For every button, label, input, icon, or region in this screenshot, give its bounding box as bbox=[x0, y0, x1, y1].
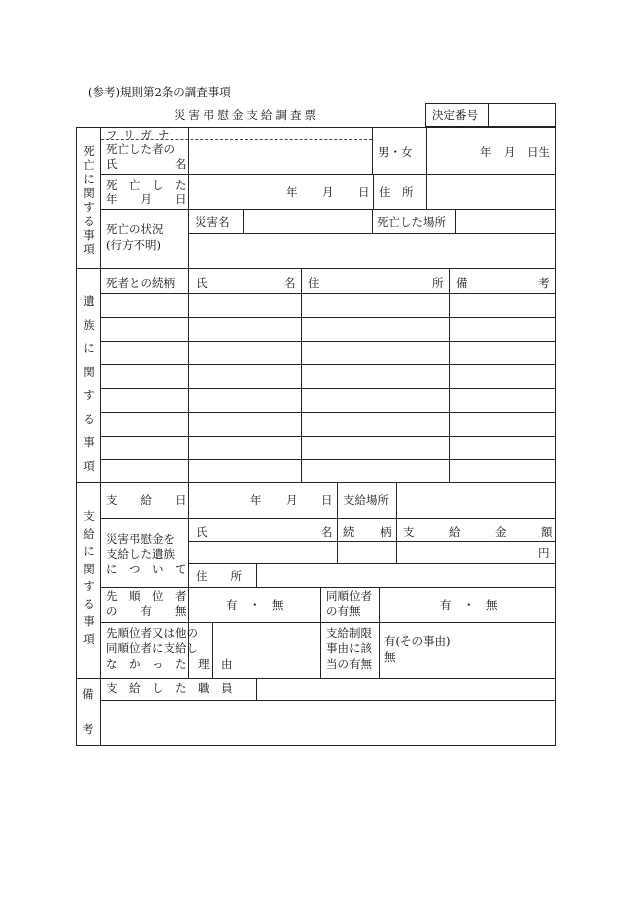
form-title: 災害弔慰金支給調査票 bbox=[174, 108, 319, 122]
restriction-label-3: 当の有無 bbox=[326, 657, 372, 671]
disaster-name-divider bbox=[243, 209, 244, 233]
death-place-left-line bbox=[372, 209, 373, 233]
furigana-label: フリガナ bbox=[106, 128, 176, 142]
yen-unit: 円 bbox=[538, 546, 550, 560]
paid-family-name-field[interactable] bbox=[190, 543, 335, 562]
payment-section-top-line bbox=[76, 482, 556, 483]
death-date-day: 日 bbox=[358, 185, 370, 199]
deceased-name-label-2: 氏 名 bbox=[106, 157, 187, 171]
family-header-relationship: 死者との続柄 bbox=[106, 276, 175, 290]
restriction-label-2: 事由に該 bbox=[326, 641, 372, 655]
payment-row-line-5 bbox=[100, 622, 556, 623]
staff-label: 支 給 し た 職 員 bbox=[106, 681, 233, 695]
paid-address-divider bbox=[256, 563, 257, 587]
same-rank-left-line bbox=[320, 587, 321, 622]
staff-field[interactable] bbox=[258, 680, 554, 698]
payment-date-day: 日 bbox=[321, 493, 333, 507]
payment-row-line-3 bbox=[188, 563, 556, 564]
family-section-label: 遺族に関する事項 bbox=[83, 294, 95, 473]
family-section-top-line bbox=[76, 268, 556, 269]
same-rank-value[interactable]: 有 ・ 無 bbox=[440, 598, 498, 612]
same-rank-label-1: 同順位者 bbox=[326, 589, 372, 603]
gender-left-line bbox=[372, 127, 373, 174]
family-header-name-2: 名 bbox=[284, 276, 296, 290]
death-place-label: 死亡した場所 bbox=[377, 215, 446, 229]
death-row-line-1 bbox=[100, 174, 556, 175]
death-address-label: 住 所 bbox=[379, 185, 414, 199]
same-rank-label-2: の有無 bbox=[326, 604, 361, 618]
furigana-dashed-line bbox=[101, 139, 372, 140]
reason-field[interactable] bbox=[214, 624, 318, 676]
reason-label-1: 先順位者又は他の bbox=[106, 626, 198, 640]
family-paid-label-2: 支給した遺族 bbox=[106, 547, 175, 561]
gender-option[interactable]: 男・女 bbox=[378, 145, 413, 159]
amount-label: 支 給 金 額 bbox=[403, 525, 553, 539]
reason-label-3: な か っ た 理 由 bbox=[106, 657, 233, 671]
restriction-right-line bbox=[379, 622, 380, 678]
family-header-address-2: 所 bbox=[432, 276, 444, 290]
payment-section-label: 支給に関する事項 bbox=[83, 509, 95, 646]
paid-family-address-field[interactable] bbox=[258, 565, 554, 585]
remarks-field[interactable] bbox=[102, 702, 554, 744]
circumstances-label-2: (行方不明) bbox=[106, 238, 161, 252]
staff-divider bbox=[256, 678, 257, 700]
furigana-field[interactable] bbox=[190, 128, 370, 139]
birth-day-suffix: 日生 bbox=[527, 145, 550, 159]
family-header-address-1: 住 bbox=[308, 276, 320, 290]
remarks-section-top-line bbox=[76, 678, 556, 679]
note-title: (参考)規則第2条の調査事項 bbox=[88, 85, 231, 99]
birth-month: 月 bbox=[504, 145, 516, 159]
death-label-column-line bbox=[188, 127, 189, 268]
death-row-line-3 bbox=[188, 233, 556, 234]
payment-place-right-line bbox=[396, 482, 397, 518]
death-section-label: 死亡に関する事項 bbox=[83, 144, 95, 256]
paid-family-relation-1: 続 bbox=[343, 525, 355, 539]
payment-date-year: 年 bbox=[250, 493, 262, 507]
payment-place-label: 支給場所 bbox=[343, 493, 389, 507]
deceased-name-label-1: 死亡した者の bbox=[106, 142, 175, 156]
family-table-body[interactable] bbox=[101, 294, 555, 481]
remarks-vertical-label-1: 備 bbox=[82, 687, 94, 701]
disaster-name-field[interactable] bbox=[245, 211, 370, 231]
family-paid-label-3: に つ い て bbox=[106, 562, 187, 576]
paid-family-name-2: 名 bbox=[321, 525, 333, 539]
payment-place-left-line bbox=[337, 482, 338, 518]
priority-value[interactable]: 有 ・ 無 bbox=[226, 598, 284, 612]
circumstances-field[interactable] bbox=[190, 235, 554, 267]
disaster-name-label: 災害名 bbox=[195, 215, 230, 229]
death-address-field[interactable] bbox=[428, 176, 554, 208]
circumstances-label-1: 死亡の状況 bbox=[106, 222, 164, 236]
priority-label-1: 先 順 位 者 bbox=[106, 589, 187, 603]
gender-right-line bbox=[426, 127, 427, 174]
remarks-row-line bbox=[100, 700, 556, 701]
death-date-label-2: 年 月 日 bbox=[106, 192, 187, 206]
priority-label-2: の 有 無 bbox=[106, 604, 187, 618]
birth-year: 年 bbox=[480, 145, 492, 159]
death-date-label-1: 死 亡 し た bbox=[106, 178, 187, 192]
amount-field[interactable] bbox=[398, 543, 528, 562]
family-header-remarks-2: 考 bbox=[538, 276, 550, 290]
death-place-field[interactable] bbox=[457, 211, 554, 231]
paid-family-name-1: 氏 bbox=[196, 525, 208, 539]
address-left-line bbox=[373, 174, 374, 209]
family-paid-label-1: 災害弔慰金を bbox=[106, 532, 175, 546]
restriction-value-1[interactable]: 有(その事由) bbox=[384, 634, 451, 648]
payment-place-field[interactable] bbox=[398, 484, 554, 516]
death-date-month: 月 bbox=[322, 185, 334, 199]
death-row-line-2 bbox=[100, 209, 556, 210]
death-date-year: 年 bbox=[286, 185, 298, 199]
paid-family-relation-2: 柄 bbox=[380, 525, 392, 539]
restriction-label-1: 支給制限 bbox=[326, 626, 372, 640]
same-rank-right-line bbox=[379, 587, 380, 622]
restriction-value-2[interactable]: 無 bbox=[384, 650, 396, 664]
payment-date-month: 月 bbox=[286, 493, 298, 507]
decision-number-label: 決定番号 bbox=[432, 108, 478, 122]
payment-date-label: 支 給 日 bbox=[106, 493, 187, 507]
restriction-left-line bbox=[320, 622, 321, 678]
payment-row-line-1 bbox=[100, 518, 556, 519]
payment-row-line-4 bbox=[100, 587, 556, 588]
reason-divider bbox=[212, 622, 213, 678]
decision-number-field[interactable] bbox=[489, 104, 555, 126]
reason-label-2: 同順位者に支給し bbox=[106, 641, 198, 655]
paid-family-address-label: 住 所 bbox=[196, 569, 242, 583]
deceased-name-field[interactable] bbox=[190, 141, 370, 173]
address-right-line bbox=[426, 174, 427, 209]
payment-row-line-2 bbox=[188, 541, 556, 542]
family-header-name-1: 氏 bbox=[196, 276, 208, 290]
remarks-vertical-label-2: 考 bbox=[82, 722, 94, 736]
family-header-remarks-1: 備 bbox=[456, 276, 468, 290]
death-place-divider bbox=[455, 209, 456, 233]
paid-family-relation-field[interactable] bbox=[339, 543, 394, 562]
